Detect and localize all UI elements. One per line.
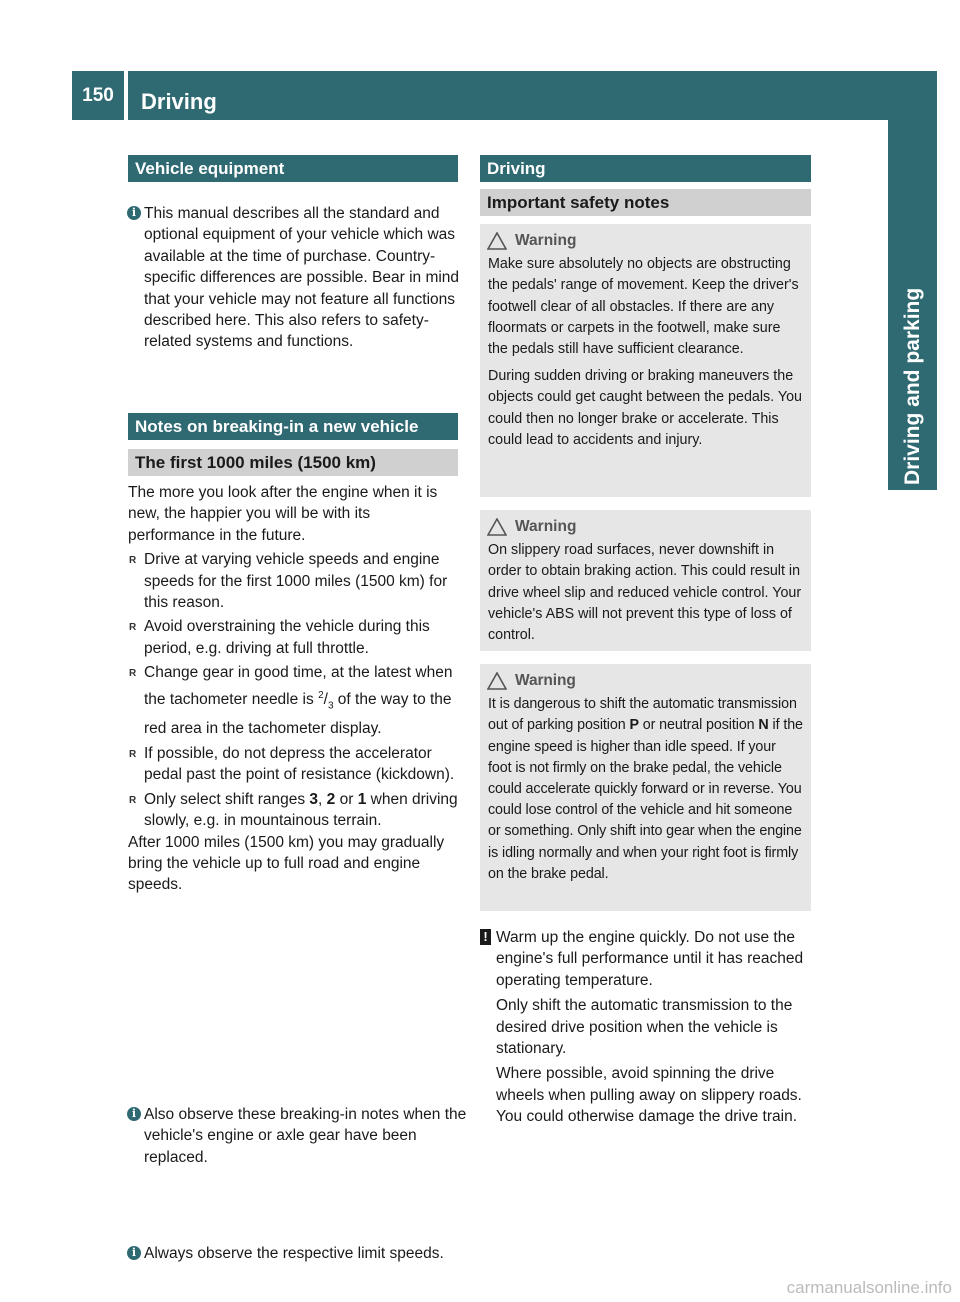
warning-box-pedals [480,224,811,497]
note-text: Warm up the engine quickly. Do not use the engine's full performance until it has reached operating temperature. [496,929,804,989]
section-heading-driving: Driving [480,155,811,182]
warning-box-shift-automatic [480,664,811,911]
list-item: R Avoid overstraining the vehicle during this period, e.g. driving at full throttle. [128,616,458,659]
list-item: R If possible, do not depress the accelerator pedal past the point of resistance (kickdown). [128,743,458,786]
info-vehicle-equipment [128,203,474,353]
page-title: Driving [128,71,888,120]
note-text: Only shift the automatic transmission to the desired drive position when the vehicle is stationary. [496,997,793,1058]
section-heading-breaking-in: Notes on breaking-in a new vehicle [128,413,458,440]
info-icon: i [127,1246,141,1260]
warning-text: Make sure absolutely no objects are obstructing the pedals' range of movement. Keep the driver's footwell clear of all obstacles. If there are any floormats or carpets in the footwell, make sure the pedals still have sufficient clearance. [488,256,799,358]
subheading-first-1000-miles: The first 1000 miles (1500 km) [128,449,458,476]
info-icon: i [127,206,141,220]
breaking-in-intro: The more you look after the engine when it is new, the happier you will be with its performance in the future. [128,484,438,544]
list-item: R Only select shift ranges 3, 2 or 1 when driving slowly, e.g. in mountainous terrain. [128,789,458,832]
breaking-in-after: After 1000 miles (1500 km) you may gradually bring the vehicle up to full road and engine speeds. [128,833,445,894]
warning-title: Warning [487,230,803,251]
side-tab-gap [888,490,937,1128]
warning-title: Warning [487,670,803,691]
info-text: Always observe the respective limit speeds. [144,1245,444,1263]
info-text: This manual describes all the standard and optional equipment of your vehicle which was available at the time of purchase. Country-specific differences are possible. Bear in mind that your vehicle may not feature all functions described here. This also refers to safety-related systems and functions. [144,205,460,351]
note-text: Where possible, avoid spinning the drive wheels when pulling away on slippery roads. You could otherwise damage the drive train. [496,1065,802,1126]
note-engine-warmup [480,927,813,1128]
warning-box-downshift [480,510,811,651]
section-heading-vehicle-equipment: Vehicle equipment [128,155,458,182]
breaking-in-body [128,482,458,896]
info-breaking-in-notes [128,1104,474,1168]
list-item: R Change gear in good time, at the latest when the tachometer needle is $^2/_3$ of the way to the red area in the tachometer display. [128,662,458,740]
warning-text: During sudden driving or braking maneuvers the objects could get caught between the pedals. You could then no longer brake or accelerate. This could lead to accidents and injury. [488,368,802,448]
warning-title: Warning [487,516,803,537]
subheading-important-safety-notes: Important safety notes [480,189,811,216]
warning-triangle-icon [487,672,507,690]
info-limit-speeds [128,1243,474,1264]
page-number: 150 [72,71,124,120]
side-tab-label: Driving and parking [901,287,924,485]
info-text: Also observe these breaking-in notes when the vehicle's engine or axle gear have been replaced. [144,1105,467,1166]
warning-text: On slippery road surfaces, never downshift in order to obtain braking action. This could result in drive wheel slip and reduced vehicle control. Your vehicle's ABS will not prevent this type of loss of control. [488,542,802,644]
warning-triangle-icon [487,518,507,536]
warning-triangle-icon [487,232,507,250]
watermark: carmanualsonline.info [786,1278,952,1297]
warning-text: It is dangerous to shift the automatic transmission out of parking position P or neutral position N if the engine speed is higher than idle speed. If your foot is not firmly on the brake pedal, the vehicle could accelerate quickly forward or in reverse. You could lose control of the vehicle and hit someone or something. Only shift into gear when the engine is idling normally and when your right foot is firmly on the brake pedal. [488,696,803,882]
info-icon: i [127,1107,141,1121]
list-item: R Drive at varying vehicle speeds and engine speeds for the first 1000 miles (1500 km) for this reason. [128,549,458,613]
exclamation-icon: ! [480,929,491,945]
breaking-in-list [128,549,458,831]
